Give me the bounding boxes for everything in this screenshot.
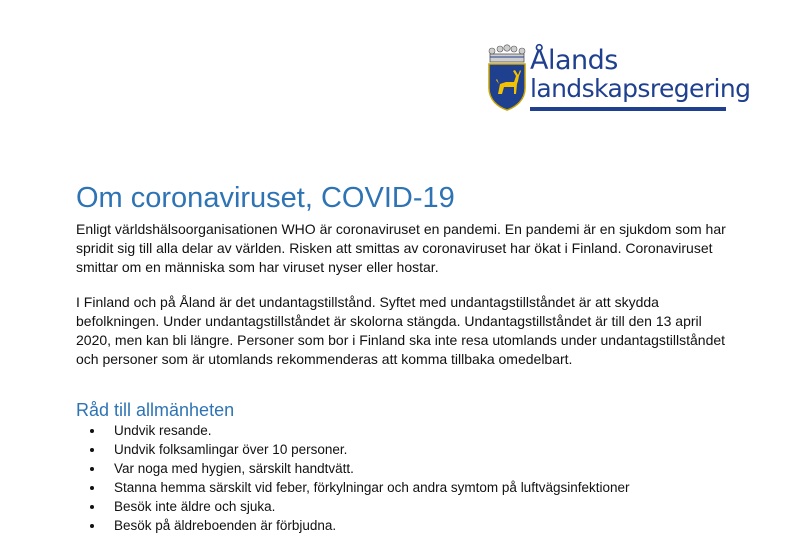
section-heading-advice: Råd till allmänheten (76, 400, 235, 420)
intro-paragraph: Enligt världshälsoorganisationen WHO är coronaviruset en pandemi. En pandemi är en sjukdom som har spridit sig till alla delar av världen. Risken att smittas av coronaviruset har ökat i Finland. Coronaviruset smittar om en människa som har viruset nyser eller hostar. (76, 221, 726, 275)
state-of-emergency-paragraph: I Finland och på Åland är det undantagstillstånd. Syftet med undantagstillståndet är att skydda befolkningen. Under undantagstillståndet är skolorna stängda. Undantagstillståndet är till den 13 april 2020, men kan bli längre. Personer som bor i Finland ska inte resa utomlands under undantagstillståndet och personer som är utomlands rekommenderas att komma tillbaka omedelbart. (76, 294, 726, 367)
list-item (90, 497, 630, 516)
list-item (90, 421, 630, 440)
bullet-icon (90, 448, 94, 452)
advice-list (90, 421, 630, 533)
logo-text-alands: Ålands (530, 45, 618, 76)
list-item-text: Besök på äldreboenden är förbjudna. (114, 518, 337, 533)
list-item (90, 440, 630, 459)
list-item (90, 478, 630, 497)
logo-text-landskapsregering: landskapsregering (530, 74, 751, 103)
list-item-text: Var noga med hygien, särskilt handtvätt. (114, 461, 354, 476)
bullet-icon (90, 467, 94, 471)
list-item-text: Stanna hemma särskilt vid feber, förkylningar och andra symtom på luftvägsinfektioner (114, 480, 630, 495)
bullet-icon (90, 524, 94, 528)
bullet-icon (90, 486, 94, 490)
page-title: Om coronaviruset, COVID-19 (76, 182, 455, 214)
list-item (90, 516, 630, 533)
list-item-text: Undvik folksamlingar över 10 personer. (114, 442, 348, 457)
list-item-text: Undvik resande. (114, 423, 212, 438)
list-item (90, 459, 630, 478)
aland-coat-of-arms-icon (486, 44, 528, 112)
aland-government-logo (486, 44, 751, 116)
list-item-text: Besök inte äldre och sjuka. (114, 499, 276, 514)
bullet-icon (90, 505, 94, 509)
bullet-icon (90, 429, 94, 433)
logo-underline (530, 107, 726, 111)
